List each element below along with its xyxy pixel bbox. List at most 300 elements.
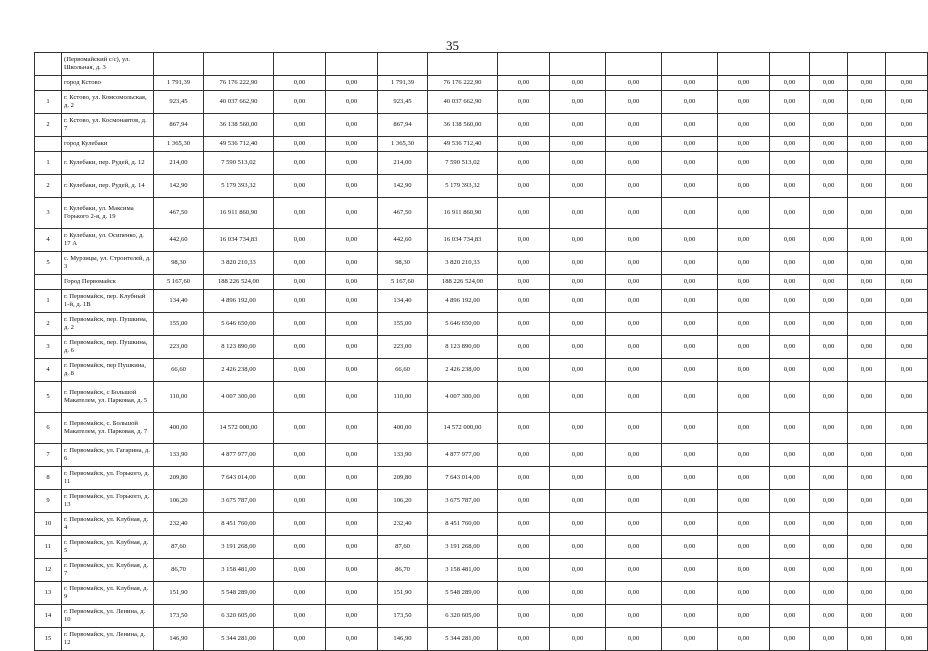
row-value: 7 590 513,02	[204, 152, 274, 175]
row-value: 0,00	[498, 114, 550, 137]
row-value: 36 138 560,00	[428, 114, 498, 137]
row-value: 0,00	[606, 313, 662, 336]
row-value: 3 675 787,00	[428, 490, 498, 513]
row-value: 0,00	[848, 76, 886, 91]
row-address: г. Кулебаки, пер. Рудей, д. 14	[62, 175, 154, 198]
row-value: 0,00	[498, 628, 550, 651]
row-value: 0,00	[848, 382, 886, 413]
row-address: г. Кулебаки, ул. Осипенко, д. 17 А	[62, 229, 154, 252]
row-value: 0,00	[606, 137, 662, 152]
cell-empty	[274, 53, 326, 76]
row-value: 0,00	[770, 137, 810, 152]
table-row	[35, 91, 928, 114]
row-value: 400,00	[378, 413, 428, 444]
row-value: 5 179 393,32	[428, 175, 498, 198]
row-value: 0,00	[550, 413, 606, 444]
row-value: 6 320 605,00	[204, 605, 274, 628]
row-value: 0,00	[770, 413, 810, 444]
row-value: 4 007 300,00	[204, 382, 274, 413]
row-value: 8 451 760,00	[204, 513, 274, 536]
row-value: 0,00	[718, 229, 770, 252]
row-value: 0,00	[498, 313, 550, 336]
row-value: 0,00	[274, 513, 326, 536]
row-value: 0,00	[770, 336, 810, 359]
row-value: 1 365,30	[154, 137, 204, 152]
row-value: 0,00	[274, 536, 326, 559]
row-value: 0,00	[662, 198, 718, 229]
row-value: 4 007 300,00	[428, 382, 498, 413]
row-value: 0,00	[886, 137, 928, 152]
row-address: г. Первомайск, пер. Клубный 1-й, д. 1В	[62, 290, 154, 313]
row-value: 0,00	[810, 91, 848, 114]
row-value: 0,00	[326, 559, 378, 582]
row-value: 0,00	[326, 175, 378, 198]
row-value: 0,00	[886, 313, 928, 336]
row-value: 0,00	[498, 290, 550, 313]
row-value: 0,00	[550, 229, 606, 252]
row-index: 12	[35, 559, 62, 582]
row-value: 0,00	[718, 114, 770, 137]
row-value: 0,00	[274, 413, 326, 444]
row-value: 0,00	[326, 137, 378, 152]
row-value: 0,00	[848, 91, 886, 114]
row-value: 0,00	[810, 152, 848, 175]
row-index: 4	[35, 229, 62, 252]
row-value: 0,00	[550, 76, 606, 91]
row-value: 0,00	[770, 313, 810, 336]
row-value: 173,50	[154, 605, 204, 628]
row-address: г. Первомайск, с. Большой Макателем, ул. Парковая, д. 7	[62, 413, 154, 444]
row-value: 0,00	[718, 444, 770, 467]
row-value: 0,00	[810, 290, 848, 313]
row-value: 0,00	[326, 91, 378, 114]
row-value: 3 820 210,33	[428, 252, 498, 275]
row-value: 0,00	[606, 152, 662, 175]
row-value: 467,50	[378, 198, 428, 229]
row-value: 0,00	[770, 229, 810, 252]
row-value: 0,00	[886, 290, 928, 313]
table-row	[35, 490, 928, 513]
row-value: 0,00	[810, 76, 848, 91]
row-address: г. Кстово, ул. Космонавтов, д. 7	[62, 114, 154, 137]
row-value: 87,60	[378, 536, 428, 559]
row-value: 0,00	[606, 76, 662, 91]
row-address: г. Первомайск, пер. Пушкина, д. 2	[62, 313, 154, 336]
row-address: г. Первомайск, пер. Пушкина, д. 6	[62, 336, 154, 359]
row-value: 0,00	[848, 359, 886, 382]
row-value: 0,00	[662, 91, 718, 114]
row-value: 133,90	[378, 444, 428, 467]
row-value: 0,00	[718, 513, 770, 536]
row-value: 16 911 860,90	[428, 198, 498, 229]
row-value: 923,45	[154, 91, 204, 114]
row-value: 4 896 192,00	[428, 290, 498, 313]
row-value: 0,00	[770, 536, 810, 559]
row-value: 7 590 513,02	[428, 152, 498, 175]
row-value: 0,00	[848, 467, 886, 490]
row-value: 76 176 222,90	[428, 76, 498, 91]
row-value: 0,00	[770, 76, 810, 91]
row-value: 4 877 977,00	[204, 444, 274, 467]
row-value: 0,00	[550, 628, 606, 651]
table-row	[35, 76, 928, 91]
row-value: 0,00	[662, 536, 718, 559]
row-value: 0,00	[606, 513, 662, 536]
row-value: 209,80	[378, 467, 428, 490]
row-value: 0,00	[810, 359, 848, 382]
row-value: 0,00	[274, 76, 326, 91]
row-value: 0,00	[550, 91, 606, 114]
row-value: 5 167,60	[378, 275, 428, 290]
row-value: 2 426 238,00	[204, 359, 274, 382]
row-value: 0,00	[718, 76, 770, 91]
row-value: 0,00	[848, 313, 886, 336]
row-value: 0,00	[718, 91, 770, 114]
row-value: 4 877 977,00	[428, 444, 498, 467]
row-value: 0,00	[848, 559, 886, 582]
row-value: 76 176 222,90	[204, 76, 274, 91]
row-value: 0,00	[718, 628, 770, 651]
row-value: 142,90	[154, 175, 204, 198]
row-index	[35, 53, 62, 76]
row-value: 0,00	[606, 413, 662, 444]
table-row-continuation	[35, 53, 928, 76]
row-value: 155,00	[378, 313, 428, 336]
row-value: 98,30	[378, 252, 428, 275]
row-value: 2 426 238,00	[428, 359, 498, 382]
row-value: 0,00	[498, 359, 550, 382]
row-value: 0,00	[326, 359, 378, 382]
row-value: 0,00	[886, 198, 928, 229]
row-value: 134,40	[378, 290, 428, 313]
row-value: 86,70	[378, 559, 428, 582]
row-value: 0,00	[274, 290, 326, 313]
row-value: 0,00	[326, 413, 378, 444]
table-row	[35, 313, 928, 336]
table-row	[35, 175, 928, 198]
row-value: 0,00	[498, 137, 550, 152]
row-value: 0,00	[274, 252, 326, 275]
row-value: 1 791,39	[154, 76, 204, 91]
row-value: 0,00	[886, 536, 928, 559]
row-index: 7	[35, 444, 62, 467]
row-value: 5 344 281,00	[428, 628, 498, 651]
row-value: 0,00	[274, 275, 326, 290]
row-value: 0,00	[718, 413, 770, 444]
row-value: 0,00	[886, 152, 928, 175]
row-value: 0,00	[770, 275, 810, 290]
row-value: 0,00	[606, 467, 662, 490]
row-address: город Кстово	[62, 76, 154, 91]
row-value: 0,00	[770, 252, 810, 275]
row-value: 0,00	[550, 313, 606, 336]
row-address: г. Первомайск, с Большой Макателем, ул. Парковая, д. 5	[62, 382, 154, 413]
row-value: 0,00	[498, 91, 550, 114]
row-address: с. Мурзицы, ул. Строителей, д. 3	[62, 252, 154, 275]
row-value: 8 451 760,00	[428, 513, 498, 536]
row-value: 0,00	[886, 559, 928, 582]
row-value: 0,00	[770, 605, 810, 628]
row-value: 0,00	[770, 290, 810, 313]
row-value: 0,00	[810, 582, 848, 605]
row-value: 0,00	[274, 336, 326, 359]
row-value: 0,00	[550, 198, 606, 229]
row-value: 0,00	[498, 76, 550, 91]
row-value: 3 820 210,33	[204, 252, 274, 275]
row-value: 0,00	[662, 359, 718, 382]
row-index: 5	[35, 382, 62, 413]
row-value: 0,00	[770, 490, 810, 513]
row-value: 0,00	[770, 359, 810, 382]
row-value: 1 365,30	[378, 137, 428, 152]
row-value: 0,00	[718, 582, 770, 605]
row-value: 110,00	[154, 382, 204, 413]
row-value: 0,00	[498, 382, 550, 413]
row-value: 40 037 662,90	[204, 91, 274, 114]
row-value: 0,00	[770, 582, 810, 605]
row-value: 0,00	[606, 198, 662, 229]
row-value: 0,00	[550, 467, 606, 490]
row-value: 3 191 268,00	[428, 536, 498, 559]
row-value: 0,00	[810, 467, 848, 490]
row-value: 0,00	[326, 76, 378, 91]
row-value: 0,00	[498, 559, 550, 582]
row-value: 5 167,60	[154, 275, 204, 290]
row-value: 0,00	[848, 444, 886, 467]
row-value: 0,00	[326, 290, 378, 313]
row-value: 0,00	[274, 559, 326, 582]
row-value: 0,00	[848, 252, 886, 275]
row-value: 0,00	[718, 175, 770, 198]
row-value: 0,00	[550, 536, 606, 559]
row-value: 134,40	[154, 290, 204, 313]
row-value: 0,00	[550, 605, 606, 628]
row-address: г. Первомайск, ул. Горького, д. 11	[62, 467, 154, 490]
row-value: 0,00	[326, 252, 378, 275]
row-value: 0,00	[274, 467, 326, 490]
row-value: 0,00	[274, 490, 326, 513]
row-value: 0,00	[886, 336, 928, 359]
table-row	[35, 290, 928, 313]
row-value: 0,00	[326, 536, 378, 559]
row-value: 0,00	[848, 628, 886, 651]
row-index: 15	[35, 628, 62, 651]
cell-empty	[204, 53, 274, 76]
row-value: 0,00	[718, 536, 770, 559]
cell-empty	[154, 53, 204, 76]
row-value: 0,00	[326, 229, 378, 252]
row-index: 9	[35, 490, 62, 513]
row-value: 0,00	[770, 467, 810, 490]
row-value: 0,00	[810, 490, 848, 513]
row-value: 0,00	[662, 152, 718, 175]
row-value: 0,00	[848, 275, 886, 290]
row-value: 146,90	[154, 628, 204, 651]
row-value: 0,00	[606, 275, 662, 290]
row-value: 0,00	[498, 490, 550, 513]
row-value: 0,00	[718, 275, 770, 290]
row-value: 49 536 712,40	[428, 137, 498, 152]
table-row	[35, 559, 928, 582]
table-row	[35, 275, 928, 290]
row-value: 0,00	[498, 513, 550, 536]
row-value: 0,00	[326, 582, 378, 605]
row-value: 0,00	[550, 382, 606, 413]
row-value: 214,00	[378, 152, 428, 175]
row-value: 0,00	[274, 229, 326, 252]
row-address: г. Кстово, ул. Комсомольская, д. 2	[62, 91, 154, 114]
row-value: 0,00	[718, 137, 770, 152]
row-value: 0,00	[274, 605, 326, 628]
row-address: Город Первомайск	[62, 275, 154, 290]
table-row	[35, 513, 928, 536]
row-value: 232,40	[154, 513, 204, 536]
row-value: 0,00	[606, 359, 662, 382]
row-value: 0,00	[326, 198, 378, 229]
row-value: 0,00	[326, 605, 378, 628]
row-value: 0,00	[770, 175, 810, 198]
row-value: 0,00	[606, 628, 662, 651]
row-value: 40 037 662,90	[428, 91, 498, 114]
row-value: 0,00	[662, 275, 718, 290]
row-value: 0,00	[718, 313, 770, 336]
table-row	[35, 114, 928, 137]
row-value: 14 572 000,00	[428, 413, 498, 444]
table-row	[35, 229, 928, 252]
row-value: 0,00	[848, 175, 886, 198]
row-value: 0,00	[810, 382, 848, 413]
row-value: 0,00	[810, 175, 848, 198]
row-value: 36 138 560,00	[204, 114, 274, 137]
row-value: 223,00	[154, 336, 204, 359]
row-value: 0,00	[326, 382, 378, 413]
row-value: 214,00	[154, 152, 204, 175]
row-value: 188 226 524,00	[204, 275, 274, 290]
row-value: 87,60	[154, 536, 204, 559]
row-address: г. Первомайск, ул. Клубная, д. 9	[62, 582, 154, 605]
row-value: 0,00	[274, 175, 326, 198]
row-value: 16 911 860,90	[204, 198, 274, 229]
row-value: 0,00	[848, 336, 886, 359]
row-index	[35, 137, 62, 152]
row-value: 0,00	[718, 290, 770, 313]
row-value: 0,00	[718, 198, 770, 229]
cell-empty	[718, 53, 770, 76]
row-value: 5 646 650,00	[204, 313, 274, 336]
row-value: 0,00	[810, 252, 848, 275]
table-row	[35, 536, 928, 559]
row-value: 188 226 524,00	[428, 275, 498, 290]
row-index: 1	[35, 290, 62, 313]
row-value: 0,00	[606, 114, 662, 137]
row-value: 173,50	[378, 605, 428, 628]
row-value: 3 675 787,00	[204, 490, 274, 513]
row-index: 8	[35, 467, 62, 490]
row-value: 0,00	[662, 76, 718, 91]
row-index: 13	[35, 582, 62, 605]
row-value: 16 034 734,83	[204, 229, 274, 252]
row-value: 0,00	[886, 382, 928, 413]
row-value: 0,00	[606, 382, 662, 413]
row-value: 0,00	[274, 382, 326, 413]
row-value: 0,00	[770, 382, 810, 413]
row-value: 106,20	[378, 490, 428, 513]
row-value: 155,00	[154, 313, 204, 336]
table-row	[35, 444, 928, 467]
row-value: 0,00	[606, 490, 662, 513]
table-row	[35, 582, 928, 605]
row-value: 0,00	[606, 175, 662, 198]
row-value: 0,00	[326, 444, 378, 467]
row-value: 0,00	[662, 382, 718, 413]
row-value: 0,00	[810, 628, 848, 651]
row-address: г. Первомайск, ул. Клубная, д. 5	[62, 536, 154, 559]
row-value: 0,00	[718, 336, 770, 359]
row-value: 0,00	[662, 513, 718, 536]
cell-empty	[770, 53, 810, 76]
row-value: 0,00	[498, 252, 550, 275]
row-value: 0,00	[550, 582, 606, 605]
row-address: г. Кулебаки, ул. Максима Горького 2-я, д. 19	[62, 198, 154, 229]
row-value: 5 548 289,00	[428, 582, 498, 605]
row-value: 0,00	[326, 275, 378, 290]
row-value: 142,90	[378, 175, 428, 198]
row-value: 0,00	[550, 444, 606, 467]
row-value: 0,00	[810, 513, 848, 536]
row-value: 442,60	[154, 229, 204, 252]
row-value: 0,00	[718, 359, 770, 382]
row-value: 0,00	[498, 275, 550, 290]
row-value: 0,00	[498, 536, 550, 559]
row-value: 5 179 393,32	[204, 175, 274, 198]
row-value: 0,00	[274, 359, 326, 382]
row-value: 0,00	[606, 582, 662, 605]
row-value: 0,00	[274, 313, 326, 336]
row-address: г. Первомайск, ул. Ленина, д. 12	[62, 628, 154, 651]
cell-empty	[428, 53, 498, 76]
row-value: 0,00	[326, 336, 378, 359]
row-value: 0,00	[662, 114, 718, 137]
row-value: 0,00	[606, 91, 662, 114]
cell-empty	[662, 53, 718, 76]
row-value: 0,00	[718, 382, 770, 413]
row-value: 0,00	[662, 175, 718, 198]
row-value: 0,00	[810, 444, 848, 467]
row-value: 0,00	[886, 444, 928, 467]
row-value: 0,00	[550, 275, 606, 290]
row-index	[35, 76, 62, 91]
cell-empty	[848, 53, 886, 76]
row-value: 1 791,39	[378, 76, 428, 91]
row-value: 0,00	[810, 413, 848, 444]
row-value: 0,00	[810, 114, 848, 137]
row-value: 0,00	[810, 275, 848, 290]
row-value: 0,00	[848, 413, 886, 444]
row-value: 0,00	[718, 605, 770, 628]
row-value: 0,00	[550, 114, 606, 137]
row-index	[35, 275, 62, 290]
row-index: 14	[35, 605, 62, 628]
row-value: 0,00	[550, 290, 606, 313]
row-value: 0,00	[662, 252, 718, 275]
table-row	[35, 382, 928, 413]
row-value: 0,00	[326, 313, 378, 336]
row-value: 0,00	[770, 513, 810, 536]
row-value: 5 646 650,00	[428, 313, 498, 336]
row-value: 0,00	[326, 490, 378, 513]
row-value: 0,00	[662, 628, 718, 651]
row-value: 8 123 890,00	[428, 336, 498, 359]
